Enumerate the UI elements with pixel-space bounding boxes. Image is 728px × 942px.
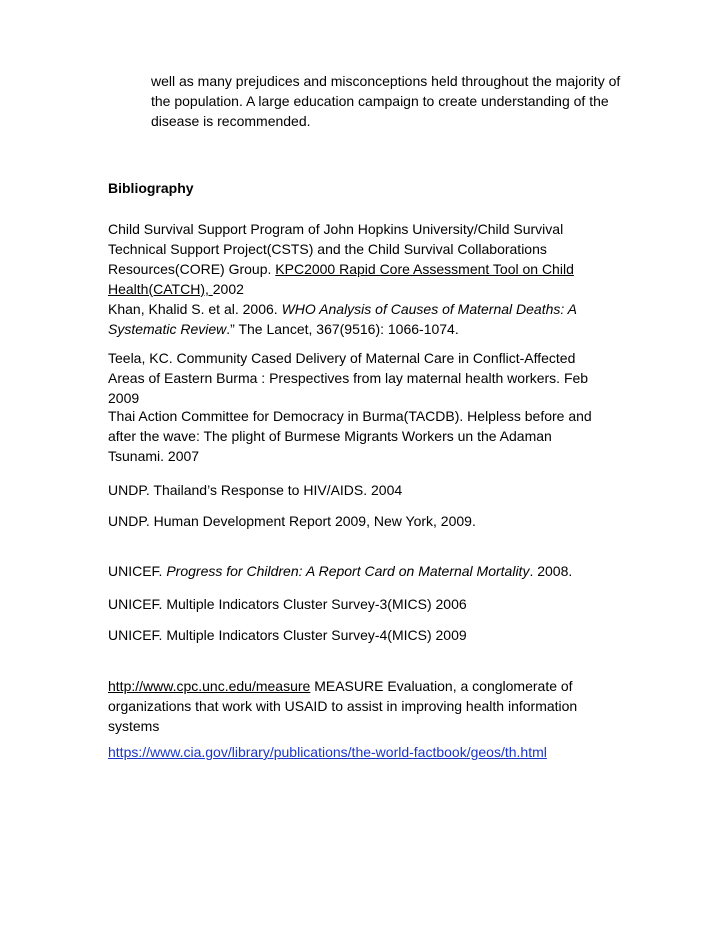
measure-link[interactable]: http://www.cpc.unc.edu/measure — [108, 678, 311, 694]
bib-entry-cia — [108, 742, 608, 762]
bib-entry-year: 2002 — [212, 281, 244, 297]
bib-entry-unicef-mics4: UNICEF. Multiple Indicators Cluster Survey-4(MICS) 2009 — [108, 627, 467, 643]
bib-entry-teela: Teela, KC. Community Cased Delivery of Maternal Care in Conflict-Affected Areas of Eastern Burma : Prespectives from lay maternal health workers. Feb 2009 — [108, 350, 589, 406]
bib-entry-text: Khan, Khalid S. et al. 2006. — [108, 301, 282, 317]
bib-entry-undp-hiv: UNDP. Thailand’s Response to HIV/AIDS. 2004 — [108, 482, 403, 498]
bib-entry-measure — [108, 676, 608, 736]
cia-factbook-link[interactable]: https://www.cia.gov/library/publications/the-world-factbook/geos/th.html — [108, 744, 547, 760]
bibliography-heading: Bibliography — [108, 180, 194, 196]
bib-entry-unicef-mics3: UNICEF. Multiple Indicators Cluster Survey-3(MICS) 2006 — [108, 596, 467, 612]
bib-entry-catch — [108, 219, 608, 299]
bib-entry-text: MEASURE Evaluation, a conglomerate of organizations that work with USAID to assist in improving health information systems — [108, 678, 578, 734]
bib-entry-undp-hdr: UNDP. Human Development Report 2009, New York, 2009. — [108, 513, 476, 529]
bib-entry-unicef-progress — [108, 561, 608, 581]
bib-entry-underlined-title: KPC2000 Rapid Core Assessment Tool on Child Health(CATCH), — [108, 261, 574, 297]
bib-entry-italic-title: Progress for Children: A Report Card on Maternal Mortality — [166, 563, 530, 579]
bib-entry-text: .” The Lancet, 367(9516): 1066-1074. — [226, 321, 459, 337]
bib-entry-khan — [108, 299, 608, 339]
bib-entry-italic-title: WHO Analysis of Causes of Maternal Deaths: A Systematic Review — [108, 301, 577, 337]
bib-entry-text: Child Survival Support Program of John Hopkins University/Child Survival Technical Support Project(CSTS) and the Child Survival Collaborations Resources(CORE) Group. — [108, 221, 564, 277]
bib-entry-text: UNICEF. — [108, 563, 167, 579]
intro-paragraph: well as many prejudices and misconceptions held throughout the majority of the population. A large education campaign to create understanding of the disease is recommended. — [151, 73, 621, 129]
bib-entry-tacdb: Thai Action Committee for Democracy in Burma(TACDB). Helpless before and after the wave: The plight of Burmese Migrants Workers un the Adaman Tsunami. 2007 — [108, 408, 592, 464]
bib-entry-text: . 2008. — [529, 563, 573, 579]
